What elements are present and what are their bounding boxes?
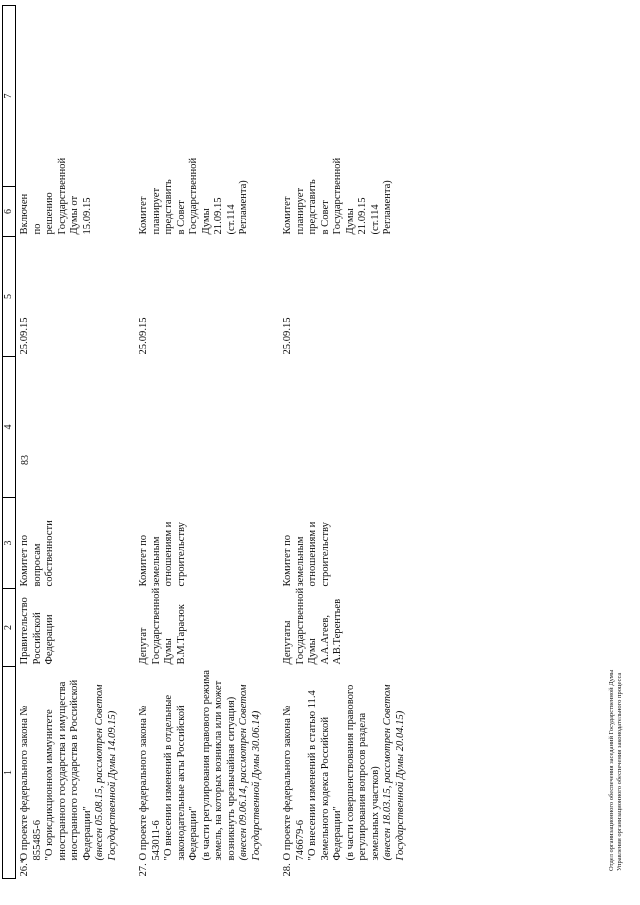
page-number: 83 [20, 455, 31, 465]
footer-line-1: Отдел организационного обеспечения заседаний Государственной Думы [608, 669, 615, 871]
column-5-cell [279, 357, 423, 498]
bills-table [2, 5, 423, 879]
date-cell: 25.09.15 [282, 317, 293, 355]
bill-description [135, 667, 279, 863]
column-header-3: 3 [3, 498, 16, 589]
column-header-5: 5 [3, 237, 16, 357]
table-row [279, 6, 423, 879]
column-header-row [3, 6, 16, 879]
column-header-1: 1 [3, 667, 16, 879]
table-row [16, 6, 136, 879]
row-number: 28. [282, 863, 293, 877]
bill-note: (внесен 05.08.15, рассмотрен Советом Государственной Думы 14.09.15) [94, 684, 118, 861]
bill-name: "О юрисдикционном иммунитете иностранного государства и имущества иностранного государства в Российской Федерации" [44, 679, 93, 861]
initiator-cell: Депутат Государственной Думы В.М.Тарасюк [138, 587, 187, 665]
column-5-cell [135, 357, 279, 498]
status-cell: Комитет планирует представить в Совет Государственной Думы 21.09.15 (ст.114 Регламента) [282, 157, 393, 235]
date-cell: 25.09.15 [138, 317, 149, 355]
table-row [135, 6, 279, 879]
bill-note: (внесен 18.03.15, рассмотрен Советом Государственной Думы 20.04.15) [382, 684, 406, 861]
bill-name: "О внесении изменений в статью 11.4 Земельного кодекса Российской Федерации" [307, 690, 343, 861]
status-cell: Комитет планирует представить в Совет Государственной Думы 21.09.15 (ст.114 Регламента) [138, 157, 249, 235]
bill-title: О проекте федерального закона № 746679-6 [282, 705, 306, 861]
initiator-cell: Правительство Российской Федерации [19, 597, 55, 665]
bill-note: (внесен 09.06.14, рассмотрен Советом Государственной Думы 30.06.14) [238, 684, 262, 861]
initiator-cell: Депутаты Государственной Думы А.А.Агеев, А.В.Терентьев [282, 587, 343, 665]
column-header-6: 6 [3, 187, 16, 237]
column-5-cell [16, 357, 136, 498]
bill-title: О проекте федерального закона № 543011-6 [138, 705, 162, 861]
bill-description [16, 667, 136, 863]
committee-cell: Комитет по земельным отношениям и строительству [138, 521, 187, 587]
bill-description [279, 667, 423, 863]
footer-line-2: Управления организационного обеспечения законодательного процесса [616, 672, 624, 871]
column-header-4: 4 [3, 357, 16, 498]
column-header-2: 2 [3, 589, 16, 667]
bill-extra: (в части совершенствования правового регулирования вопросов раздела земельных участков) [344, 684, 381, 861]
column-header-7: 7 [3, 6, 16, 187]
row-number: 27. [138, 863, 149, 877]
date-cell: 25.09.15 [19, 317, 30, 355]
bill-extra: (в части регулирования правового режима земель, на которых возникла или может возникнуть чрезвычайная ситуация) [200, 670, 237, 861]
bill-name: "О внесении изменений в отдельные законодательные акты Российской Федерации" [163, 694, 199, 861]
bill-title: О проекте федерального закона № 855485-6 [19, 705, 43, 861]
page-footer [608, 670, 624, 871]
committee-cell: Комитет по вопросам собственности [19, 520, 55, 587]
committee-cell: Комитет по земельным отношениям и строительству [282, 521, 331, 587]
status-cell: Включен по решению Государственной Думы от 15.09.15 [19, 157, 93, 235]
row-number: 26.* [19, 857, 30, 877]
